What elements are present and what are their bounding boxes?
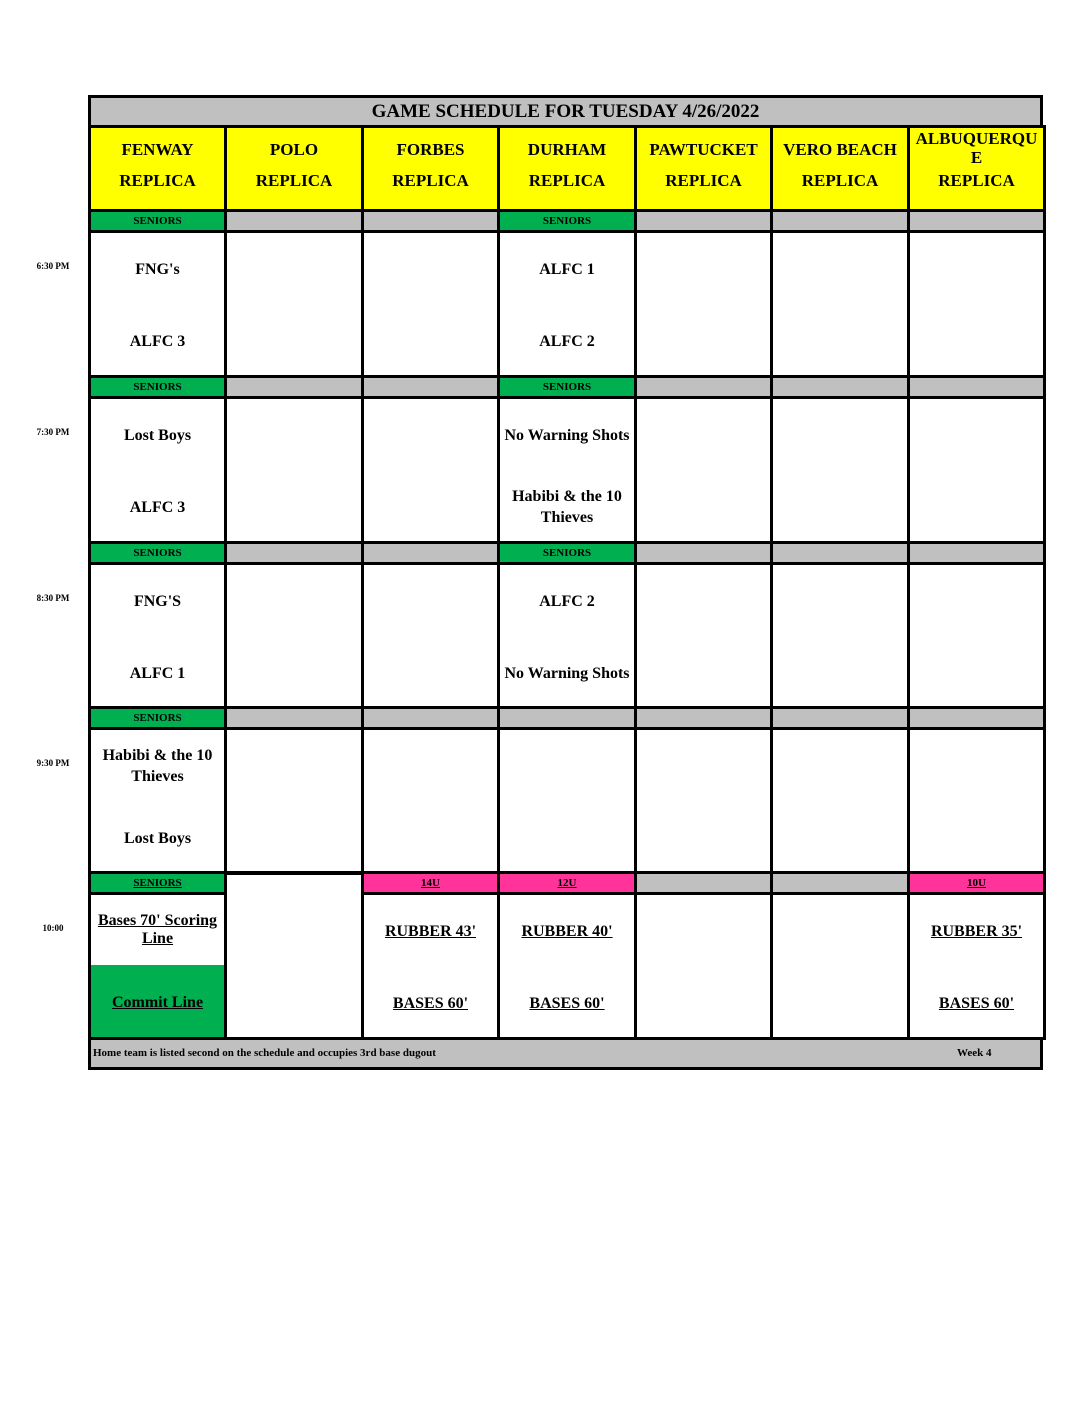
division-strip: 14U (361, 871, 500, 895)
home-team: ALFC 2 (539, 332, 595, 350)
division-strip: SENIORS (88, 706, 227, 730)
field-name: FORBES (396, 140, 465, 159)
game-cell (634, 562, 773, 710)
time-label: 8:30 PM (36, 593, 70, 603)
page-title: GAME SCHEDULE FOR TUESDAY 4/26/2022 (88, 95, 1043, 128)
game-cell (224, 727, 364, 875)
game-cell (361, 230, 500, 378)
division-strip: SENIORS (497, 375, 637, 399)
game-cell (770, 230, 910, 378)
game-cell (770, 727, 910, 875)
time-label: 7:30 PM (36, 427, 70, 437)
division-strip: 10U (907, 871, 1046, 895)
division-strip: SENIORS (497, 209, 637, 233)
field-header-pawtucket (634, 125, 773, 212)
game-cell (497, 230, 637, 378)
field-name-part: E (970, 147, 983, 167)
rule-cell (88, 892, 227, 1040)
field-type: REPLICA (392, 171, 469, 190)
game-cell (907, 230, 1046, 378)
field-type: REPLICA (255, 171, 333, 190)
footer-bar (88, 1037, 1043, 1070)
time-label: 10:00 (42, 923, 64, 933)
field-type: REPLICA (528, 171, 606, 190)
field-type: REPLICA (119, 171, 196, 190)
field-header-fenway (88, 125, 227, 212)
home-team: ALFC 3 (129, 498, 186, 516)
away-team: ALFC 2 (539, 592, 595, 610)
field-name-part: ALBUQUERQU (915, 129, 1038, 148)
rule-cell (770, 892, 910, 1040)
home-team: No Warning Shots (504, 664, 630, 682)
week-label: Week 4 (957, 1047, 992, 1059)
division-strip: SENIORS (88, 375, 227, 399)
rule-note: BASES 60' (938, 994, 1015, 1012)
field-name: VERO BEACH (783, 140, 897, 159)
game-cell (907, 562, 1046, 710)
division-strip: SENIORS (88, 209, 227, 233)
away-team: FNG's (135, 260, 180, 278)
field-type: REPLICA (665, 171, 742, 190)
home-team: Lost Boys (123, 829, 192, 847)
game-cell (224, 230, 364, 378)
field-type: REPLICA (801, 171, 879, 190)
game-cell (88, 230, 227, 378)
field-header-vero-beach (770, 125, 910, 212)
rule-note: BASES 60' (392, 994, 469, 1012)
footer-note: Home team is listed second on the schedule and occupies 3rd base dugout (93, 1047, 436, 1059)
field-name: FENWAY (121, 140, 194, 159)
game-cell (361, 396, 500, 544)
away-team: Habibi & the 10 Thieves (102, 747, 213, 785)
game-cell (634, 396, 773, 544)
time-label: 6:30 PM (36, 261, 70, 271)
game-cell (361, 727, 500, 875)
field-name (910, 130, 1043, 167)
rule-note: BASES 60' (529, 994, 605, 1012)
rule-cell (497, 892, 637, 1040)
field-header-polo (224, 125, 364, 212)
field-header-albuquerque (907, 125, 1046, 212)
division-strip: SENIORS (88, 871, 227, 895)
away-team: Lost Boys (123, 426, 192, 444)
away-team: No Warning Shots (504, 426, 630, 444)
empty-cell (224, 871, 364, 1040)
field-name: POLO (269, 140, 319, 159)
division-strip: SENIORS (88, 541, 227, 565)
away-team: FNG'S (133, 592, 182, 610)
game-cell (88, 562, 227, 710)
home-team: ALFC 1 (129, 664, 186, 682)
field-type: REPLICA (938, 171, 1015, 190)
game-cell (907, 727, 1046, 875)
game-cell (88, 727, 227, 875)
home-team: ALFC 3 (129, 332, 186, 350)
game-cell (770, 562, 910, 710)
home-team: Habibi & the 10 Thieves (512, 488, 622, 526)
game-cell (634, 727, 773, 875)
time-label: 9:30 PM (36, 758, 70, 768)
rule-note: Commit Line (91, 965, 224, 1040)
division-strip: 12U (497, 871, 637, 895)
division-strip: SENIORS (497, 541, 637, 565)
rule-note: RUBBER 40' (521, 922, 613, 940)
game-cell (634, 230, 773, 378)
rule-note: RUBBER 43' (384, 922, 477, 940)
game-cell (88, 396, 227, 544)
rule-cell (634, 892, 773, 1040)
field-name: PAWTUCKET (649, 140, 758, 159)
game-cell (770, 396, 910, 544)
field-name: DURHAM (527, 140, 607, 159)
field-header-forbes (361, 125, 500, 212)
game-cell (361, 562, 500, 710)
game-cell (224, 562, 364, 710)
game-cell (224, 396, 364, 544)
rule-note: RUBBER 35' (930, 922, 1023, 940)
game-cell (497, 727, 637, 875)
field-header-durham (497, 125, 637, 212)
game-cell (497, 396, 637, 544)
game-cell (907, 396, 1046, 544)
rule-cell (907, 892, 1046, 1040)
rule-cell (361, 892, 500, 1040)
game-cell (497, 562, 637, 710)
away-team: ALFC 1 (539, 260, 595, 278)
rule-note: Bases 70' Scoring Line (91, 895, 224, 965)
